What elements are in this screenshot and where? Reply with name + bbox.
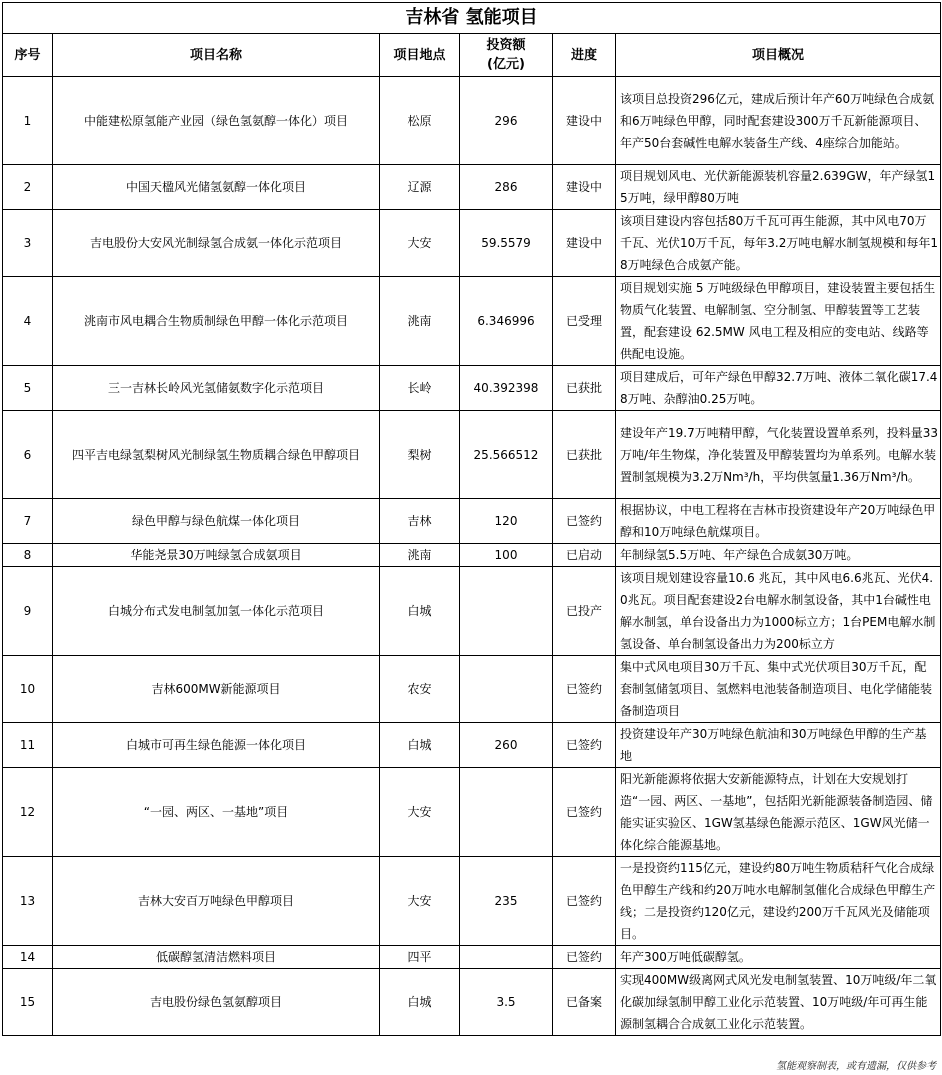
project-investment: 59.5579 [460,210,553,277]
row-number: 7 [3,499,53,544]
project-overview: 项目规划风电、光伏新能源装机容量2.639GW，年产绿氢15万吨，绿甲醇80万吨 [616,165,941,210]
project-name: 绿色甲醇与绿色航煤一体化项目 [53,499,380,544]
project-location: 长岭 [380,366,460,411]
project-investment [460,656,553,723]
project-investment: 296 [460,77,553,165]
header-name: 项目名称 [53,34,380,77]
table-row [3,77,941,165]
row-number: 5 [3,366,53,411]
project-progress: 已受理 [553,277,616,366]
row-number: 10 [3,656,53,723]
project-name: 四平吉电绿氢梨树风光制绿氢生物质耦合绿色甲醇项目 [53,411,380,499]
project-overview: 项目建成后，可年产绿色甲醇32.7万吨、液体二氧化碳17.48万吨、杂醇油0.25万吨。 [616,366,941,411]
header-row [3,34,941,77]
project-name: 吉电股份绿色氢氨醇项目 [53,969,380,1036]
project-name: 吉电股份大安风光制绿氢合成氨一体化示范项目 [53,210,380,277]
project-progress: 建设中 [553,77,616,165]
project-overview: 根据协议，中电工程将在吉林市投资建设年产20万吨绿色甲醇和10万吨绿色航煤项目。 [616,499,941,544]
table-row [3,366,941,411]
table-row [3,656,941,723]
project-name: 白城市可再生绿色能源一体化项目 [53,723,380,768]
project-overview: 一是投资约115亿元，建设约80万吨生物质秸秆气化合成绿色甲醇生产线和约20万吨水电解制氢催化合成绿色甲醇生产线；二是投资约120亿元，建设约200万千瓦风光及储能项目。 [616,857,941,946]
project-overview: 年产300万吨低碳醇氢。 [616,946,941,969]
project-progress: 已签约 [553,946,616,969]
project-location: 洮南 [380,277,460,366]
project-progress: 已投产 [553,567,616,656]
table-row [3,499,941,544]
table-row [3,411,941,499]
header-overview: 项目概况 [616,34,941,77]
project-name: “一园、两区、一基地”项目 [53,768,380,857]
project-progress: 已签约 [553,499,616,544]
project-location: 吉林 [380,499,460,544]
project-location: 大安 [380,857,460,946]
project-investment [460,768,553,857]
project-investment: 6.346996 [460,277,553,366]
project-investment: 235 [460,857,553,946]
table-row [3,567,941,656]
project-overview: 年制绿氢5.5万吨、年产绿色合成氨30万吨。 [616,544,941,567]
row-number: 12 [3,768,53,857]
row-number: 14 [3,946,53,969]
project-location: 白城 [380,969,460,1036]
project-overview: 该项目规划建设容量10.6 兆瓦，其中风电6.6兆瓦、光伏4.0兆瓦。项目配套建设2台电解水制氢设备，其中1台碱性电解水制氢，单台设备出力为1000标立方；1台PEM电解水制氢设备、单台制氢设备出力为200标立方 [616,567,941,656]
table-row [3,210,941,277]
project-progress: 已签约 [553,656,616,723]
projects-table [2,2,941,1036]
project-name: 白城分布式发电制氢加氢一体化示范项目 [53,567,380,656]
project-investment: 120 [460,499,553,544]
project-name: 吉林600MW新能源项目 [53,656,380,723]
table-row [3,277,941,366]
table-row [3,946,941,969]
footer-note: 氢能观察制表，或有遗漏，仅供参考 [776,1061,936,1072]
row-number: 15 [3,969,53,1036]
project-overview: 项目规划实施 5 万吨级绿色甲醇项目，建设装置主要包括生物质气化装置、电解制氢、空分制氢、甲醇装置等工艺装置，配套建设 62.5MW 风电工程及相应的变电站、线路等供配电设施。 [616,277,941,366]
project-name: 中能建松原氢能产业园（绿色氢氨醇一体化）项目 [53,77,380,165]
projects-table-body [3,77,941,1036]
row-number: 2 [3,165,53,210]
table-row [3,723,941,768]
header-progress: 进度 [553,34,616,77]
hydrogen-projects-sheet [2,2,940,1036]
project-location: 洮南 [380,544,460,567]
project-location: 白城 [380,567,460,656]
table-row [3,969,941,1036]
project-investment: 286 [460,165,553,210]
table-row [3,165,941,210]
row-number: 3 [3,210,53,277]
project-location: 四平 [380,946,460,969]
project-investment [460,946,553,969]
table-row [3,768,941,857]
header-investment: 投资额 (亿元) [460,34,553,77]
project-progress: 已签约 [553,857,616,946]
project-location: 大安 [380,210,460,277]
project-location: 农安 [380,656,460,723]
project-location: 大安 [380,768,460,857]
table-row [3,544,941,567]
project-progress: 已备案 [553,969,616,1036]
project-overview: 该项目总投资296亿元，建成后预计年产60万吨绿色合成氨和6万吨绿色甲醇，同时配套建设300万千瓦新能源项目、年产50台套碱性电解水装备生产线、4座综合加能站。 [616,77,941,165]
project-name: 吉林大安百万吨绿色甲醇项目 [53,857,380,946]
row-number: 1 [3,77,53,165]
project-name: 洮南市风电耦合生物质制绿色甲醇一体化示范项目 [53,277,380,366]
page-title: 吉林省 氢能项目 [3,3,941,34]
project-investment [460,567,553,656]
project-location: 辽源 [380,165,460,210]
row-number: 13 [3,857,53,946]
project-name: 中国天楹风光储氢氨醇一体化项目 [53,165,380,210]
project-name: 华能尧景30万吨绿氢合成氨项目 [53,544,380,567]
project-investment: 40.392398 [460,366,553,411]
project-progress: 已签约 [553,768,616,857]
project-progress: 建设中 [553,165,616,210]
row-number: 4 [3,277,53,366]
project-overview: 建设年产19.7万吨精甲醇，气化装置设置单系列，投料量33万吨/年生物煤，净化装置及甲醇装置均为单系列。电解水装置制氢规模为3.2万Nm³/h，平均供氢量1.36万Nm³/h。 [616,411,941,499]
row-number: 8 [3,544,53,567]
table-row [3,857,941,946]
project-name: 三一吉林长岭风光氢储氨数字化示范项目 [53,366,380,411]
project-overview: 实现400MW级离网式风光发电制氢装置、10万吨级/年二氧化碳加绿氢制甲醇工业化示范装置、10万吨级/年可再生能源制氢耦合合成氨工业化示范装置。 [616,969,941,1036]
project-investment: 25.566512 [460,411,553,499]
project-progress: 建设中 [553,210,616,277]
project-investment: 100 [460,544,553,567]
project-overview: 投资建设年产30万吨绿色航油和30万吨绿色甲醇的生产基地 [616,723,941,768]
project-location: 松原 [380,77,460,165]
project-progress: 已获批 [553,366,616,411]
project-location: 梨树 [380,411,460,499]
header-location: 项目地点 [380,34,460,77]
title-row [3,3,941,34]
row-number: 11 [3,723,53,768]
project-location: 白城 [380,723,460,768]
project-progress: 已获批 [553,411,616,499]
header-no: 序号 [3,34,53,77]
project-overview: 该项目建设内容包括80万千瓦可再生能源，其中风电70万千瓦、光伏10万千瓦，每年3.2万吨电解水制氢规模和每年18万吨绿色合成氨产能。 [616,210,941,277]
project-investment: 260 [460,723,553,768]
project-progress: 已签约 [553,723,616,768]
project-progress: 已启动 [553,544,616,567]
row-number: 9 [3,567,53,656]
row-number: 6 [3,411,53,499]
project-investment: 3.5 [460,969,553,1036]
project-overview: 阳光新能源将依据大安新能源特点，计划在大安规划打造“一园、两区、一基地”，包括阳光新能源装备制造园、储能实证实验区、1GW氢基绿色能源示范区、1GW风光储一体化综合能源基地。 [616,768,941,857]
project-overview: 集中式风电项目30万千瓦、集中式光伏项目30万千瓦，配套制氢储氢项目、氢燃料电池装备制造项目、电化学储能装备制造项目 [616,656,941,723]
project-name: 低碳醇氢清洁燃料项目 [53,946,380,969]
